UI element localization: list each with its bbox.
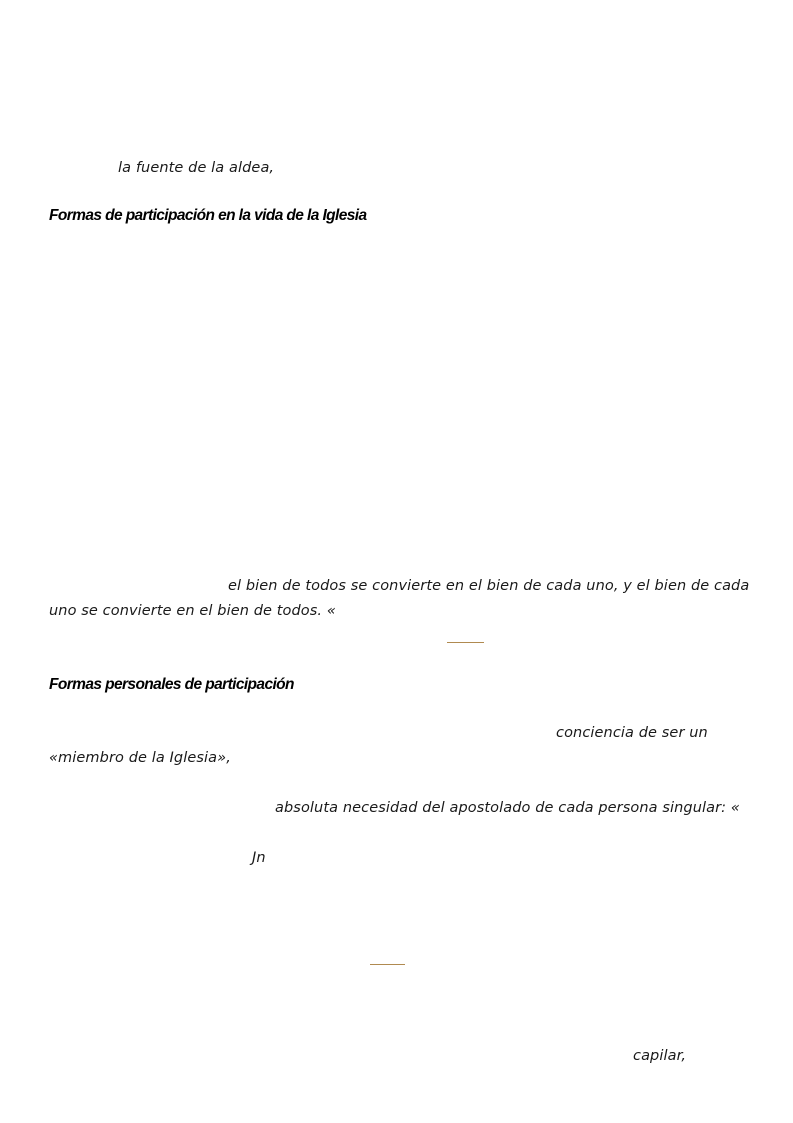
text-fragment-absoluta: absoluta necesidad del apostolado de cada persona singular: « [275,800,740,816]
text-fragment-bien-line1: el bien de todos se convierte en el bien de cada uno, y el bien de cada [228,578,750,594]
section-heading-formas-personales: Formas personales de participación [49,676,294,693]
section-heading-formas-participacion: Formas de participación en la vida de la Iglesia [49,207,367,224]
footnote-divider [447,642,484,643]
footnote-divider-2 [370,964,405,965]
text-fragment-conciencia: conciencia de ser un [556,725,708,741]
text-fragment-miembro: «miembro de la Iglesia», [49,750,231,766]
text-fragment-fuente: la fuente de la aldea, [118,160,275,176]
text-fragment-capilar: capilar, [633,1048,687,1064]
text-fragment-bien-line2: uno se convierte en el bien de todos. « [49,603,336,619]
text-fragment-jn: Jn [252,850,266,866]
